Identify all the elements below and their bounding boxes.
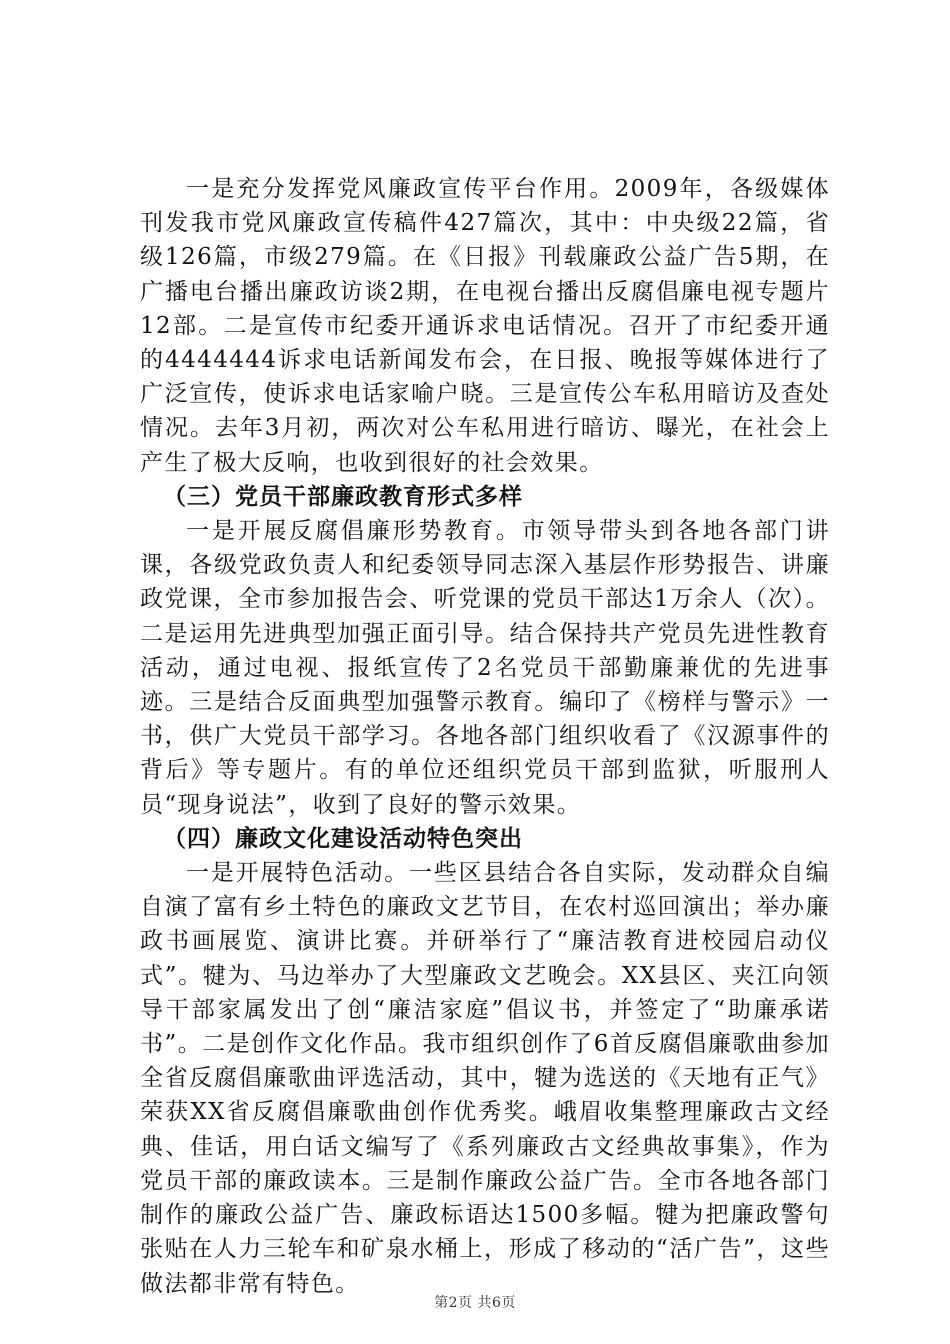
paragraph-culture: 一是开展特色活动。一些区县结合各自实际，发动群众自编自演了富有乡土特色的廉政文艺节目，在农村巡回演出；举办廉政书画展览、演讲比赛。并研举行了“廉洁教育进校园启动仪式”。犍为、马边举办了大型廉政文艺晚会。XX县区、夹江向领导干部家属发出了创“廉洁家庭”倡议书，并签定了“助廉承诺书”。二是创作文化作品。我市组织创作了6首反腐倡廉歌曲参加全省反腐倡廉歌曲评选活动，其中，犍为选送的《天地有正气》荣获XX省反腐倡廉歌曲创作优秀奖。峨眉收集整理廉政古文经典、佳话，用白话文编写了《系列廉政古文经典故事集》，作为党员干部的廉政读本。三是制作廉政公益广告。全市各地各部门制作的廉政公益广告、廉政标语达1500多幅。犍为把廉政警句张贴在人力三轮车和矿泉水桶上，形成了移动的“活广告”，这些做法都非常有特色。 — [140, 860, 830, 1297]
page-number-footer: 第2页 共6页 — [434, 1295, 516, 1311]
section-heading-education: （三）党员干部廉政教育形式多样 — [163, 483, 523, 510]
section-heading-culture: （四）廉政文化建设活动特色突出 — [163, 825, 523, 852]
paragraph-publicity: 一是充分发挥党风廉政宣传平台作用。2009年，各级媒体刊发我市党风廉政宣传稿件427篇次，其中：中央级22篇，省级126篇，市级279篇。在《日报》刊载廉政公益广告5期，在广播电台播出廉政访谈2期，在电视台播出反腐倡廉电视专题片12部。二是宣传市纪委开通诉求电话情况。召开了市纪委开通的4444444诉求电话新闻发布会，在日报、晚报等媒体进行了广泛宣传，使诉求电话家喻户晓。三是宣传公车私用暗访及查处情况。去年3月初，两次对公车私用进行暗访、曝光，在社会上产生了极大反响，也收到很好的社会效果。 — [140, 176, 830, 476]
document-body — [140, 172, 830, 1301]
paragraph-education: 一是开展反腐倡廉形势教育。市领导带头到各地各部门讲课，各级党政负责人和纪委领导同志深入基层作形势报告、讲廉政党课，全市参加报告会、听党课的党员干部达1万余人（次）。二是运用先进典型加强正面引导。结合保持共产党员先进性教育活动，通过电视、报纸宣传了2名党员干部勤廉兼优的先进事迹。三是结合反面典型加强警示教育。编印了《榜样与警示》一书，供广大党员干部学习。各地各部门组织收看了《汉源事件的背后》等专题片。有的单位还组织党员干部到监狱，听服刑人员“现身说法”，收到了良好的警示效果。 — [140, 518, 830, 818]
